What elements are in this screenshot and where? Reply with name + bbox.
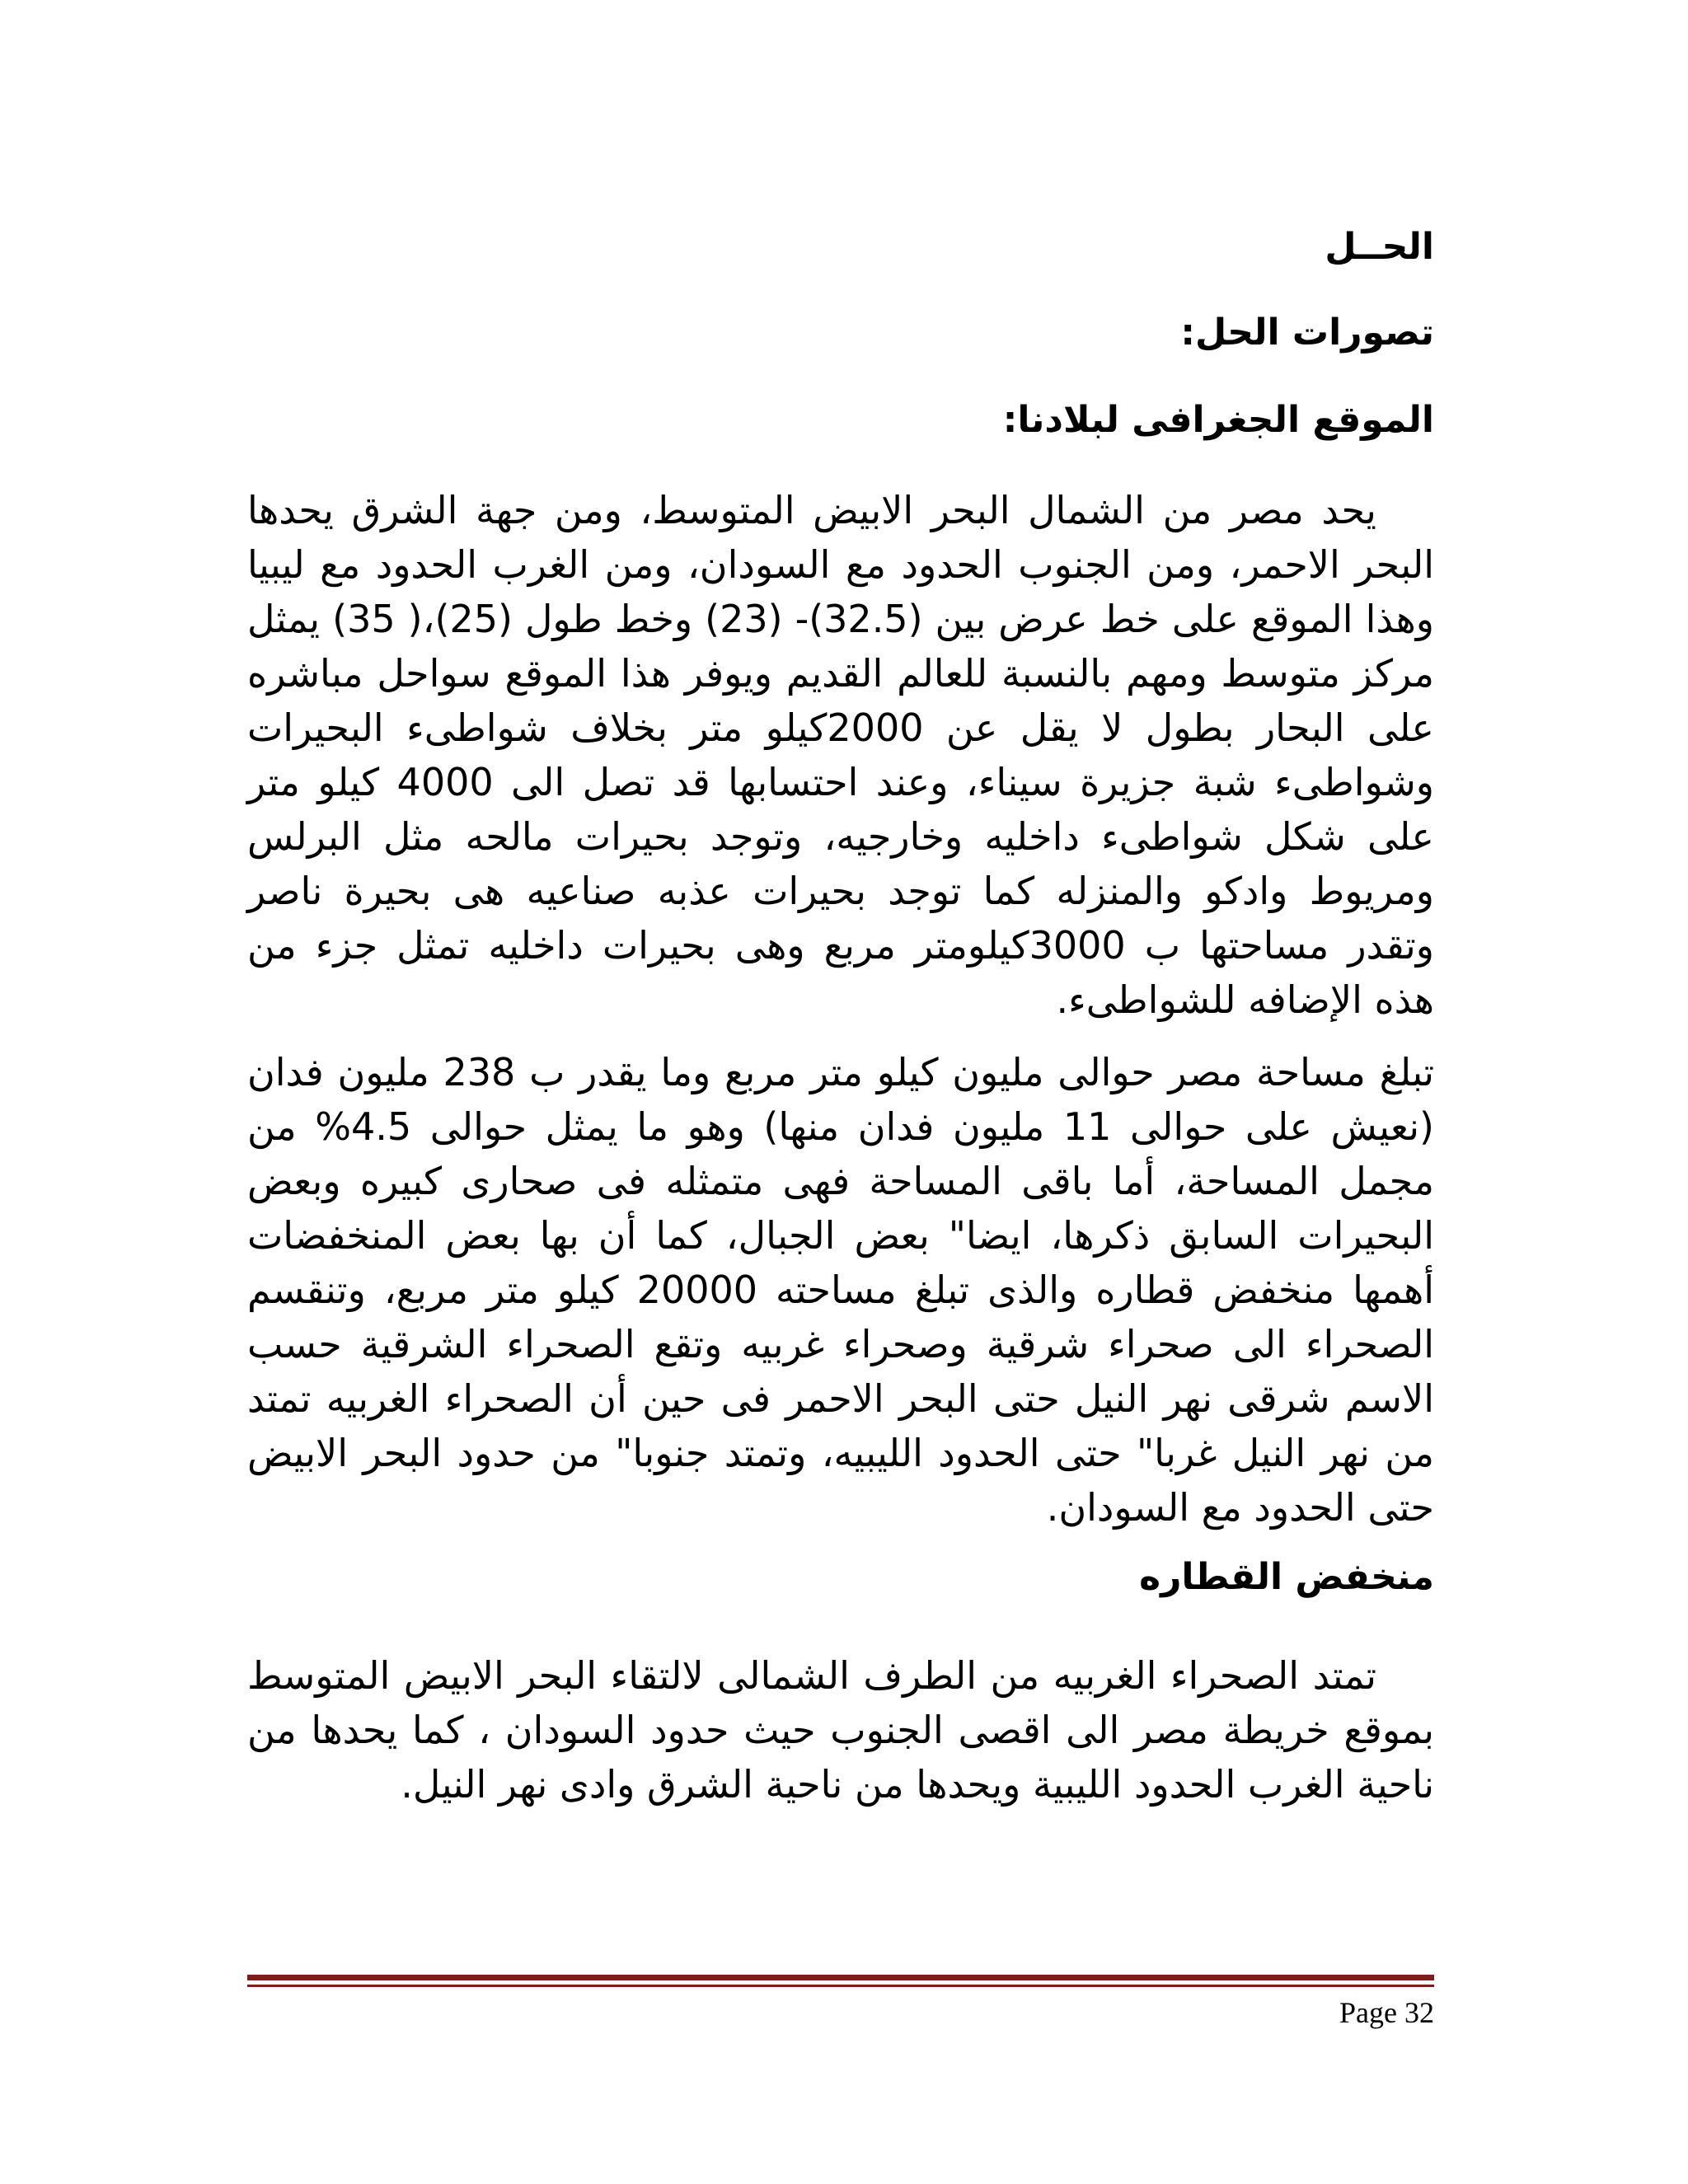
paragraph-western-desert: تمتد الصحراء الغربيه من الطرف الشمالى لالتقاء البحر الابيض المتوسط بموقع خريطة مصر الى اقصى الجنوب حيث حدود السودان ، كما يحدها من ناحية الغرب الحدود الليبية ويحدها من ناحية الشرق وادى نهر النيل. — [247, 1653, 1434, 1807]
paragraph-area-deserts: تبلغ مساحة مصر حوالى مليون كيلو متر مربع وما يقدر ب 238 مليون فدان (نعيش على حوالى 11 مليون فدان منها) وهو ما يمثل حوالى 4.5% من مجمل المساحة، أما باقى المساحة فهى متمثله فى صحارى كبيره وبعض البحيرات السابق ذكرها، ايضا" بعض الجبال، كما أن بها بعض المنخفضات أهمها منخفض قطاره والذى تبلغ مساحته 20000 كيلو متر مربع، وتنقسم الصحراء الى صحراء شرقية وصحراء غربيه وتقع الصحراء الشرقية حسب الاسم شرقى نهر النيل حتى البحر الاحمر فى حين أن الصحراء الغربيه تمتد من نهر النيل غربا" حتى الحدود الليبيه، وتمتد جنوبا" من حدود البحر الابيض حتى الحدود مع السودان. — [247, 1050, 1435, 1530]
solution-concepts-heading: تصورات الحل: — [1180, 312, 1434, 354]
footer-divider — [247, 1975, 1434, 1987]
paragraph-borders-coastline: يحد مصر من الشمال البحر الابيض المتوسط، ومن جهة الشرق يحدها البحر الاحمر، ومن الجنوب الحدود مع السودان، ومن الغرب الحدود مع ليبيا وهذا الموقع على خط عرض بين (32.5)- (23) وخط طول (25)،( 35) يمثل مركز متوسط ومهم بالنسبة للعالم القديم ويوفر هذا الموقع سواحل مباشره على البحار بطول لا يقل عن 2000كيلو متر بخلاف شواطىء البحيرات وشواطىء شبة جزيرة سيناء، وعند احتسابها قد تصل الى 4000 كيلو متر على شكل شواطىء داخليه وخارجيه، وتوجد بحيرات مالحه مثل البرلس ومريوط وادكو والمنزله كما توجد بحيرات عذبه صناعيه هى بحيرة ناصر وتقدر مساحتها ب 3000كيلومتر مربع وهى بحيرات داخليه تمثل جزء من هذه الإضافه للشواطىء. — [247, 488, 1435, 1022]
document-title: الحــل — [1325, 226, 1434, 268]
qattara-depression-heading: منخفض القطاره — [1139, 1556, 1434, 1598]
geographic-location-heading: الموقع الجغرافى لبلادنا: — [1002, 399, 1434, 441]
footer-divider-thin — [247, 1985, 1434, 1987]
document-page — [247, 223, 1434, 2118]
page-number: Page 32 — [1339, 1996, 1434, 2029]
footer-divider-thick — [247, 1975, 1434, 1980]
